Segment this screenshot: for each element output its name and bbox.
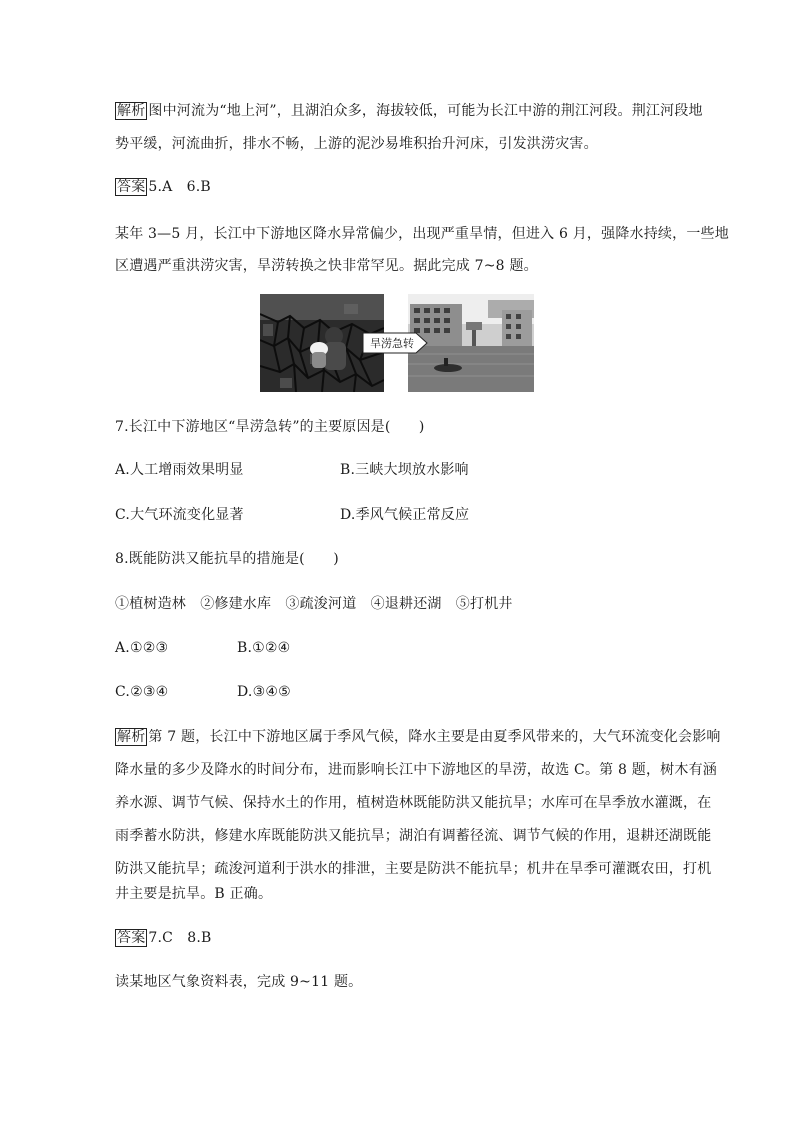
intro-line: 某年 3—5 月，长江中下游地区降水异常偏少，出现严重旱情，但进入 6 月，强降水持续，一些地 [115,226,729,242]
answer-text: 5.A 6.B [148,179,211,195]
question-7-option-b: B.三峡大坝放水影响 [340,462,469,478]
analysis-text-line: 防洪又能抗旱；疏浚河道利于洪水的排泄，主要是防洪不能抗旱；机井在旱季可灌溉农田，打机 [115,861,712,877]
question-7-stem: 7.长江中下游地区“旱涝急转”的主要原因是( ) [115,419,425,435]
question-8-option-d: D.③④⑤ [237,684,291,700]
analysis-text-line: 势平缓，河流曲折，排水不畅，上游的泥沙易堆积抬升河床，引发洪涝灾害。 [115,136,598,152]
analysis-paragraph-2 [115,727,721,747]
question-7-option-a: A.人工增雨效果明显 [115,462,244,478]
intro-line: 区遭遇严重洪涝灾害，旱涝转换之快非常罕见。据此完成 7~8 题。 [115,258,538,274]
analysis-text-line: 降水量的多少及降水的时间分布，进而影响长江中下游地区的旱涝，故选 C。第 8 题，树木有涵 [115,762,717,778]
answer-line [115,928,212,948]
question-8-option-b: B.①②④ [237,640,291,656]
question-8-items: ①植树造林 ②修建水库 ③疏浚河道 ④退耕还湖 ⑤打机井 [115,596,513,612]
answer-line [115,177,211,197]
question-7-option-c: C.大气环流变化显著 [115,507,244,523]
analysis-paragraph-1 [115,101,703,121]
answer-text: 7.C 8.B [148,930,212,946]
question-8-option-c: C.②③④ [115,684,169,700]
analysis-tag: 解析 [117,103,146,119]
analysis-text-line: 井主要是抗旱。B 正确。 [115,886,273,902]
question-7-option-d: D.季风气候正常反应 [340,507,470,523]
drought-flood-figure [260,294,534,392]
next-question-intro: 读某地区气象资料表，完成 9~11 题。 [115,974,363,990]
question-8-option-a: A.①②③ [115,640,169,656]
analysis-text-line: 第 7 题，长江中下游地区属于季风气候，降水主要是由夏季风带来的，大气环流变化会影响 [148,729,721,745]
analysis-text-line: 图中河流为“地上河”，且湖泊众多，海拔较低，可能为长江中游的荆江河段。荆江河段地 [148,103,703,119]
analysis-text-line: 养水源、调节气候、保持水土的作用，植树造林既能防洪又能抗旱；水库可在旱季放水灌溉，在 [115,795,712,811]
arrow-label-text: 旱涝急转 [370,337,414,350]
answer-tag: 答案 [117,179,146,195]
analysis-text-line: 雨季蓄水防洪，修建水库既能防洪又能抗旱；湖泊有调蓄径流、调节气候的作用，退耕还湖既能 [115,828,712,844]
arrow-label-box [362,332,428,354]
analysis-tag: 解析 [117,729,146,745]
question-8-stem: 8.既能防洪又能抗旱的措施是( ) [115,551,339,567]
answer-tag: 答案 [117,930,146,946]
